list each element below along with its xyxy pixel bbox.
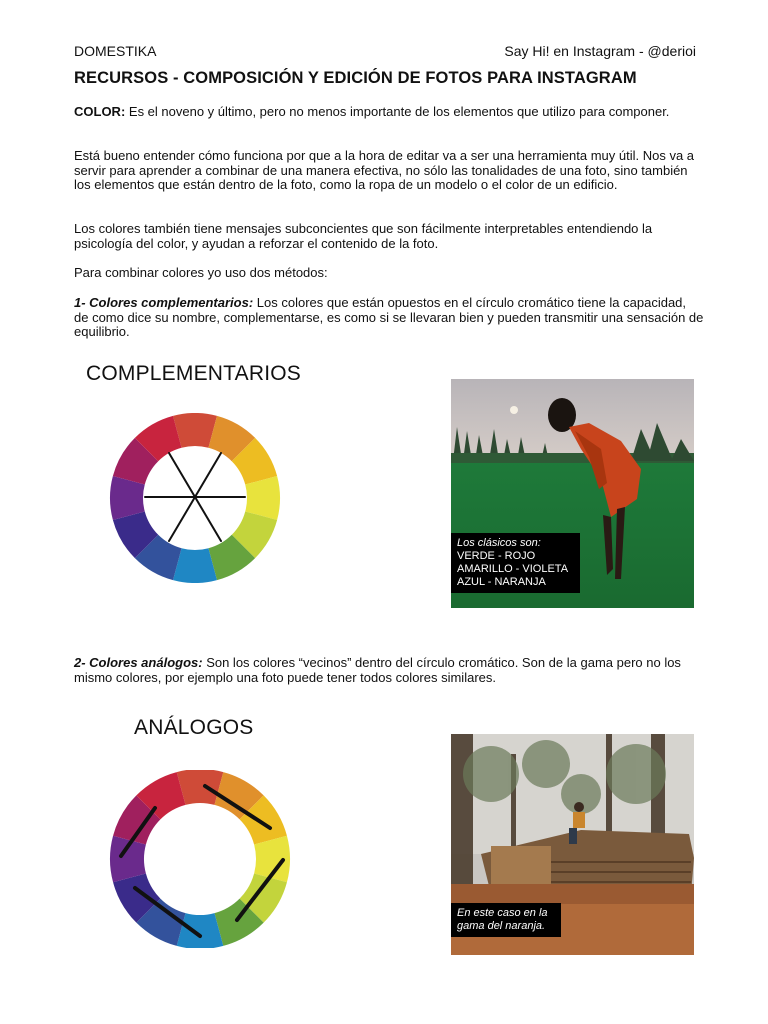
method1-text: Los colores que están opuestos en el círculo cromático tiene la capacidad, de como dice su nombre, complementarse, es como si se llevaran bien y pueden transmitir una sensación de equilibrio. [74, 295, 704, 340]
analogous-caption [451, 903, 561, 937]
analogous-color-wheel [105, 770, 295, 948]
method2-text: Son los colores “vecinos” dentro del círculo cromático. Son de la gama pero no los mismo colores, por ejemplo una foto puede tener todos colores similares. [74, 655, 681, 685]
brand-name: DOMESTIKA [74, 43, 157, 59]
complementary-color-wheel [105, 413, 285, 583]
analogous-example-photo [451, 734, 694, 955]
caption-line-2: gama del naranja. [457, 920, 546, 932]
color-wheel-svg-2 [105, 770, 295, 948]
color-text: Es el noveno y último, pero no menos importante de los elementos que utilizo para componer. [125, 104, 670, 119]
color-wheel-svg [105, 413, 285, 583]
intro-paragraph-2: Está bueno entender cómo funciona por que a la hora de editar va a ser una herramienta muy útil. Nos va a servir para aprender a combinar de una manera efectiva, no sólo las tonalidades de una foto, sino también los elementos que están dentro de la foto, como la ropa de un modelo o el color de un edificio. [74, 148, 695, 193]
method1-paragraph [74, 296, 704, 340]
complementary-caption [451, 533, 580, 593]
method2-label: 2- Colores análogos: [74, 655, 203, 670]
complementary-example-photo [451, 379, 694, 608]
intro-paragraph-4: Para combinar colores yo uso dos métodos: [74, 265, 328, 280]
instagram-handle: Say Hi! en Instagram - @derioi [504, 43, 696, 59]
intro-paragraph-color [74, 105, 704, 120]
caption-line-1: En este caso en la [457, 907, 548, 919]
caption-pair-1: VERDE - ROJO [457, 550, 536, 562]
analogos-heading: ANÁLOGOS [134, 716, 254, 739]
intro-paragraph-3: Los colores también tiene mensajes subconcientes que son fácilmente interpretables entendiendo la psicología del color, y ayudan a reforzar el contenido de la foto. [74, 221, 653, 251]
caption-pair-2: AMARILLO - VIOLETA [457, 563, 569, 575]
color-label: COLOR: [74, 104, 126, 119]
method1-label: 1- Colores complementarios: [74, 295, 254, 310]
caption-intro: Los clásicos son: [457, 537, 541, 549]
page-title: RECURSOS - COMPOSICIÓN Y EDICIÓN DE FOTOS PARA INSTAGRAM [74, 69, 637, 87]
method2-paragraph [74, 656, 704, 685]
caption-pair-3: AZUL - NARANJA [457, 576, 546, 588]
complementarios-heading: COMPLEMENTARIOS [86, 362, 301, 385]
